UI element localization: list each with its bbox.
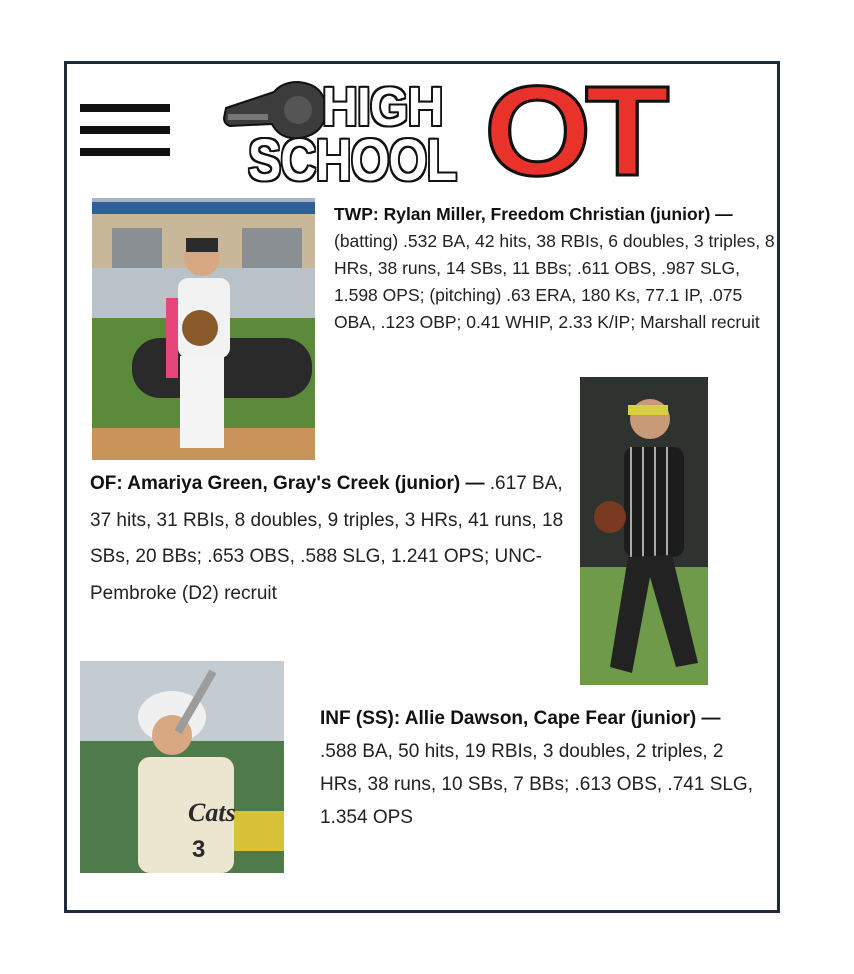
jersey-number: 3: [192, 836, 206, 863]
menu-bar: [80, 126, 170, 134]
player-photo-rylan-miller: [92, 198, 315, 460]
player-heading: TWP: Rylan Miller, Freedom Christian (junior) —: [334, 204, 733, 224]
player-heading: OF: Amariya Green, Gray's Creek (junior) —: [90, 473, 485, 494]
player-photo-allie-dawson: [80, 661, 284, 873]
high-school-ot-logo[interactable]: [222, 60, 674, 203]
hamburger-menu-icon[interactable]: [80, 104, 170, 160]
menu-bar: [80, 148, 170, 156]
player-stats: .617 BA, 37 hits, 31 RBIs, 8 doubles, 9 triples, 3 HRs, 41 runs, 18 SBs, 20 BBs; .653 OBS, .588 SLG, 1.241 OPS; UNC-Pembroke (D2) recruit: [90, 473, 564, 604]
logo-word-ot: OT: [484, 60, 664, 203]
svg-text:Cats: Cats: [188, 798, 236, 827]
logo-word-high: HIGH: [322, 77, 443, 137]
logo-word-school: SCHOOL: [248, 128, 457, 193]
player-stats: (batting) .532 BA, 42 hits, 38 RBIs, 6 doubles, 3 triples, 8 HRs, 38 runs, 14 SBs, 11 BBs; .611 OBS, .987 SLG, 1.598 OPS; (pitching) .63 ERA, 180 Ks, 77.1 IP, .075 OBA, .123 OBP; 0.41 WHIP, 2.33 K/IP; Marshall recruit: [334, 231, 775, 332]
player-photo-amariya-green: [580, 377, 708, 685]
menu-bar: [80, 104, 170, 112]
player-blurb-rylan-miller: [334, 201, 784, 336]
player-blurb-amariya-green: [90, 466, 570, 612]
player-stats: .588 BA, 50 hits, 19 RBIs, 3 doubles, 2 triples, 2 HRs, 38 runs, 10 SBs, 7 BBs; .613 OBS, .741 SLG, 1.354 OPS: [320, 741, 753, 828]
player-blurb-allie-dawson: [320, 702, 760, 834]
player-heading: INF (SS): Allie Dawson, Cape Fear (junior) —: [320, 708, 721, 729]
